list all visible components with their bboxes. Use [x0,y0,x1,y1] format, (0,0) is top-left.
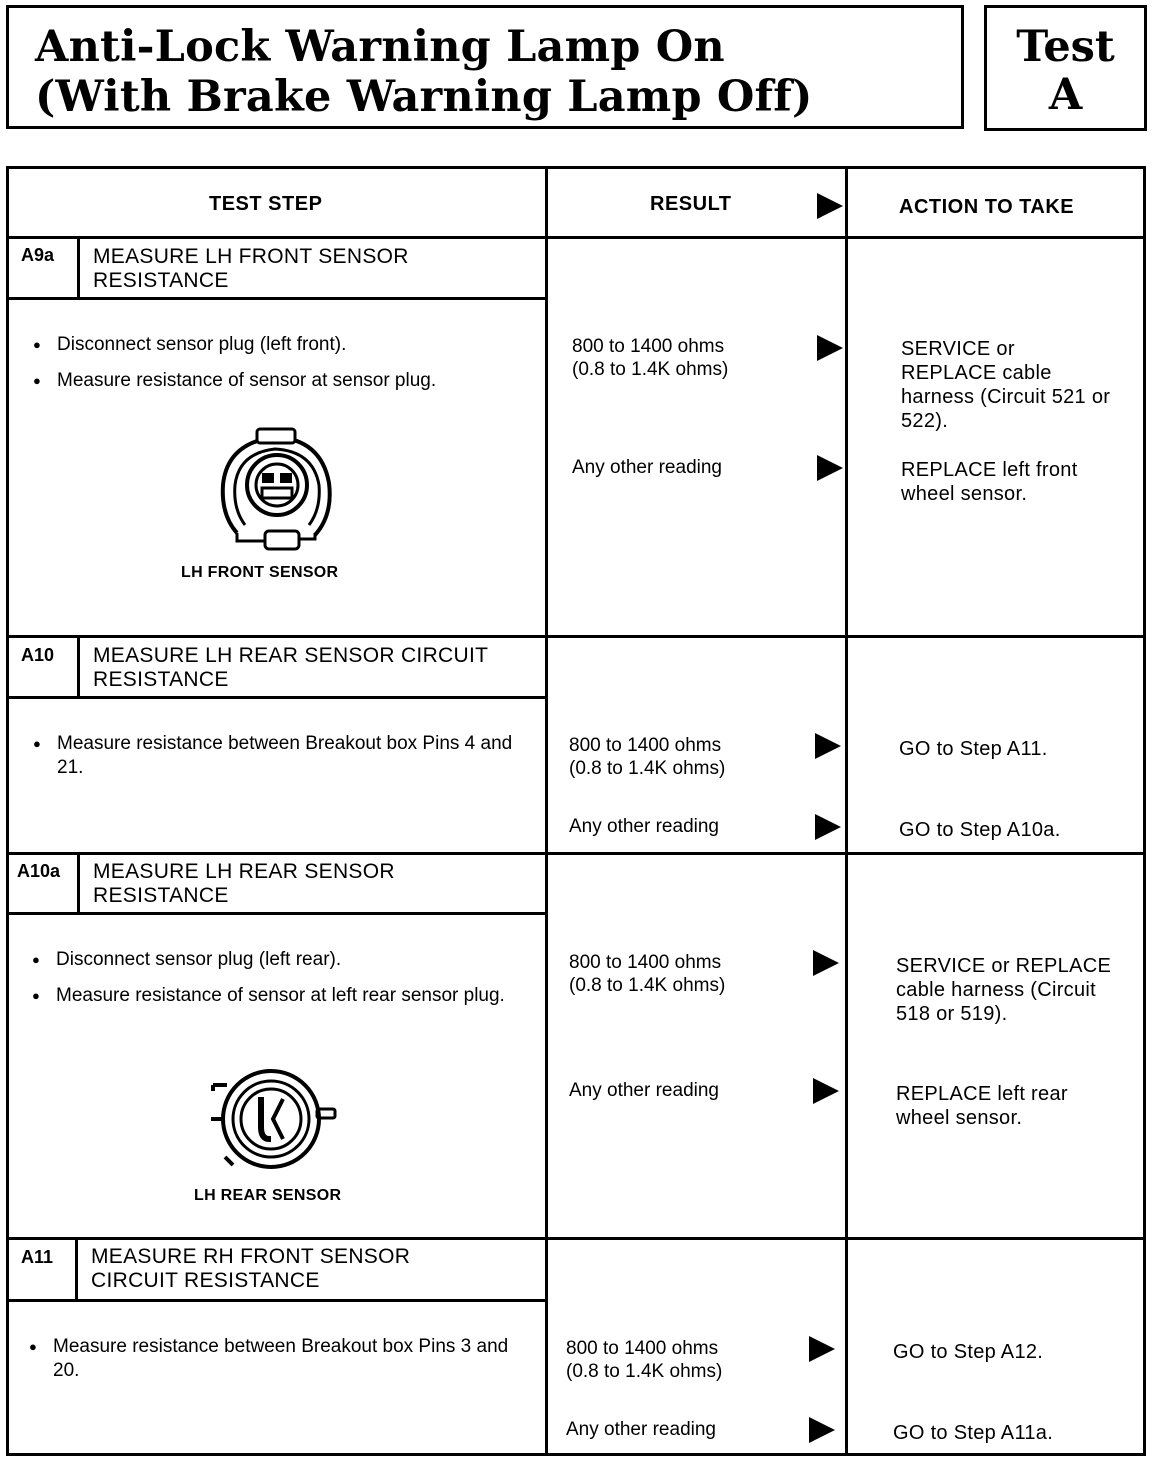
step-title [91,1245,410,1293]
result-arrow-icon [813,1078,839,1104]
instruction-item: ● Measure resistance of sensor at left rear sensor plug. [28,984,508,1008]
action-text: REPLACE left rear wheel sensor. [896,1083,1068,1129]
result-arrow-icon [809,1417,835,1443]
result-value [566,1337,722,1383]
step-title [93,860,395,908]
result-line: (0.8 to 1.4K ohms) [566,1361,723,1382]
step-title-line1: MEASURE LH REAR SENSOR [93,860,395,883]
page-title-line2: (With Brake Warning Lamp Off) [35,72,813,122]
result-value: Any other reading [569,816,719,837]
result-line: 800 to 1400 ohms [569,952,722,973]
illustration-caption: LH FRONT SENSOR [181,564,339,581]
step-instructions [29,732,519,792]
step-title-divider [9,912,546,915]
code-divider [77,635,80,697]
step-title [93,245,409,293]
action-text: SERVICE or REPLACE cable harness (Circuit 518 or 519). [896,955,1112,1025]
result-value: Any other reading [569,1080,719,1101]
step-instructions [29,333,539,405]
test-id: A [1048,70,1083,120]
instruction-item: ● Measure resistance between Breakout box Pins 4 and 21. [29,732,519,780]
action-text: SERVICE or REPLACE cable harness (Circuit 521 or 522). [901,338,1111,432]
step-title-divider [9,1299,546,1302]
column-header-action: ACTION TO TAKE [899,196,1075,218]
column-divider [545,169,548,1456]
step-divider [9,852,1143,855]
result-arrow-icon [817,335,843,361]
lh-rear-sensor-illustration [205,1067,337,1173]
code-divider [75,1237,78,1301]
result-value: Any other reading [572,457,722,478]
lh-front-sensor-illustration [217,425,337,553]
test-badge [984,5,1147,131]
result-arrow-icon [817,455,843,481]
step-title-line1: MEASURE LH REAR SENSOR CIRCUIT [93,644,489,667]
test-table [6,166,1146,1456]
action-text: GO to Step A11. [899,738,1048,760]
result-arrow-icon [815,814,841,840]
result-line: 800 to 1400 ohms [566,1338,719,1359]
result-line: (0.8 to 1.4K ohms) [569,758,726,779]
test-label: Test [1016,22,1115,72]
result-arrow-icon [817,193,843,219]
column-divider [845,169,848,1456]
instruction-item: ● Disconnect sensor plug (left rear). [28,948,508,972]
step-title-line2: RESISTANCE [93,668,229,691]
illustration-caption: LH REAR SENSOR [194,1187,342,1204]
step-title-line1: MEASURE LH FRONT SENSOR [93,245,409,268]
step-title-divider [9,297,546,300]
header-divider [9,236,1143,239]
result-line: 800 to 1400 ohms [569,735,722,756]
result-value: Any other reading [566,1419,716,1440]
title-box [6,5,964,129]
result-arrow-icon [809,1336,835,1362]
step-code: A9a [21,245,55,265]
step-title-line2: RESISTANCE [93,884,229,907]
action-text: GO to Step A12. [893,1341,1044,1363]
code-divider [77,236,80,298]
step-title-line1: MEASURE RH FRONT SENSOR [91,1245,411,1268]
step-instructions [25,1335,515,1395]
column-header-result: RESULT [650,193,732,215]
step-title [93,644,488,692]
page-title-line1: Anti-Lock Warning Lamp On [35,22,725,72]
instruction-item: ● Disconnect sensor plug (left front). [29,333,539,357]
step-instructions [28,948,508,1020]
step-code: A10a [17,861,61,881]
column-header-test-step: TEST STEP [209,193,323,215]
action-text: REPLACE left front wheel sensor. [901,459,1078,505]
result-value [572,335,728,381]
action-text: GO to Step A10a. [899,819,1061,841]
code-divider [77,852,80,914]
result-line: (0.8 to 1.4K ohms) [569,975,726,996]
instruction-item: ● Measure resistance of sensor at sensor plug. [29,369,539,393]
result-value [569,951,725,997]
result-line: 800 to 1400 ohms [572,336,725,357]
result-line: (0.8 to 1.4K ohms) [572,359,729,380]
result-arrow-icon [815,733,841,759]
result-arrow-icon [813,950,839,976]
step-title-line2: CIRCUIT RESISTANCE [91,1269,320,1292]
step-code: A10 [21,645,55,665]
step-code: A11 [21,1247,54,1267]
step-title-line2: RESISTANCE [93,269,229,292]
action-text: GO to Step A11a. [893,1422,1054,1444]
step-divider [9,635,1143,638]
step-title-divider [9,696,546,699]
result-value [569,734,725,780]
instruction-item: ● Measure resistance between Breakout box Pins 3 and 20. [25,1335,515,1383]
step-divider [9,1237,1143,1240]
